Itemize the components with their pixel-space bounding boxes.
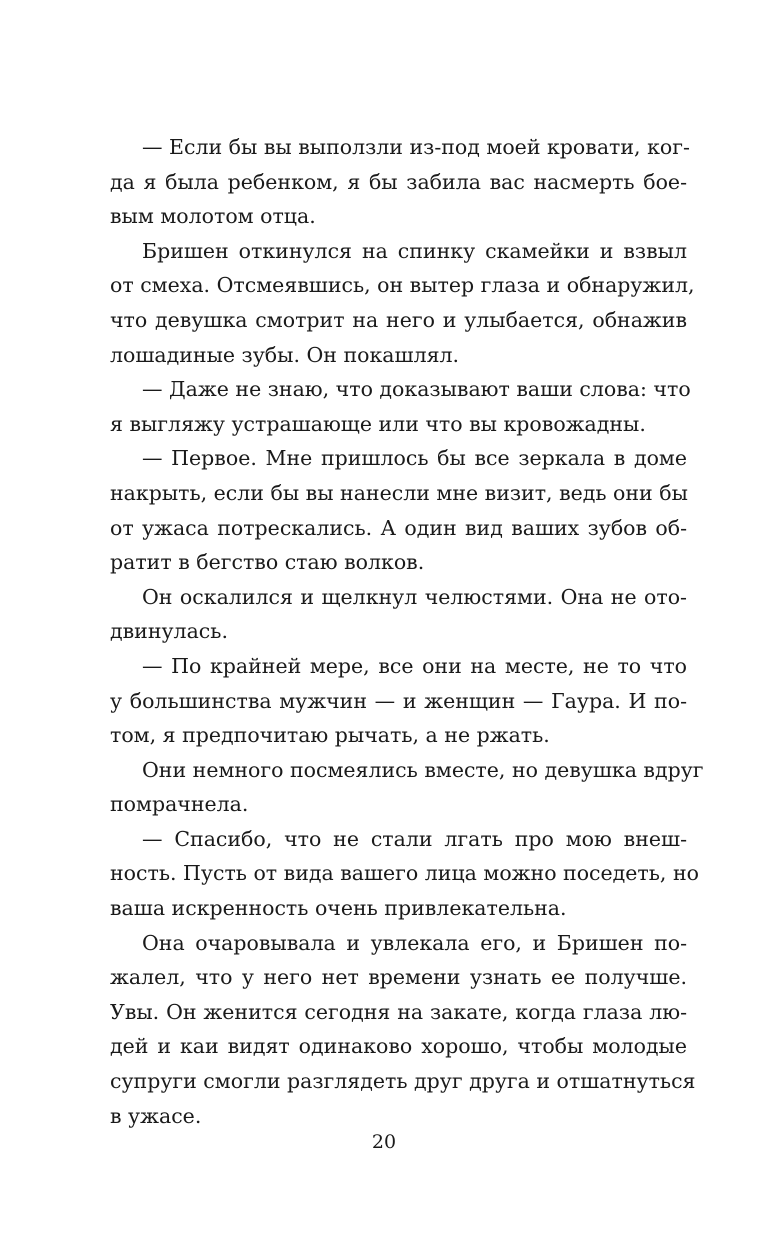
text-line: ратит в бегство стаю волков. xyxy=(110,550,425,575)
page-number: 20 xyxy=(371,1131,397,1153)
text-line: в ужасе. xyxy=(110,1103,202,1128)
body-text xyxy=(110,130,704,1133)
text-line: накрыть, если бы вы нанесли мне визит, ведь они бы xyxy=(110,480,688,505)
text-line: что девушка смотрит на него и улыбается, обнажив xyxy=(110,307,687,332)
text-line: супруги смогли разглядеть друг друга и отшатнуться xyxy=(110,1069,696,1094)
paragraph xyxy=(110,441,687,579)
text-line: я выгляжу устрашающе или что вы кровожадны. xyxy=(110,411,646,436)
text-line: дей и каи видят одинаково хорошо, чтобы молодые xyxy=(110,1034,687,1059)
text-line: да я была ребенком, я бы забила вас насмерть бое- xyxy=(110,169,687,194)
paragraph xyxy=(110,822,699,926)
text-line: Бришен откинулся на спинку скамейки и взвыл xyxy=(142,238,687,263)
paragraph xyxy=(110,580,687,649)
text-line: Она очаровывала и увлекала его, и Бришен по- xyxy=(142,930,687,955)
paragraph xyxy=(110,649,687,753)
text-line: — Первое. Мне пришлось бы все зеркала в доме xyxy=(142,446,687,471)
paragraph xyxy=(110,926,696,1134)
text-line: Увы. Он женится сегодня на закате, когда глаза лю- xyxy=(110,999,687,1024)
text-line: вым молотом отца. xyxy=(110,204,316,229)
text-line: жалел, что у него нет времени узнать ее получше. xyxy=(110,965,687,990)
paragraph xyxy=(110,753,704,822)
text-line: у большинства мужчин — и женщин — Гаура. И по- xyxy=(110,688,687,713)
text-line: от смеха. Отсмеявшись, он вытер глаза и обнаружил, xyxy=(110,273,695,298)
text-line: Он оскалился и щелкнул челюстями. Она не ото- xyxy=(142,584,687,609)
text-line: от ужаса потрескались. А один вид ваших зубов об- xyxy=(110,515,687,540)
text-line: двинулась. xyxy=(110,619,228,644)
text-line: — По крайней мере, все они на месте, не то что xyxy=(142,653,687,678)
text-line: — Спасибо, что не стали лгать про мою внеш- xyxy=(142,826,687,851)
text-line: ность. Пусть от вида вашего лица можно поседеть, но xyxy=(110,861,699,886)
paragraph xyxy=(110,130,690,234)
text-line: — Если бы вы выползли из-под моей кровати, ког- xyxy=(142,135,690,159)
text-line: лошадиные зубы. Он покашлял. xyxy=(110,342,460,367)
text-line: том, я предпочитаю рычать, а не ржать. xyxy=(110,723,550,748)
text-line: Они немного посмеялись вместе, но девушка вдруг xyxy=(142,757,704,782)
paragraph xyxy=(110,372,691,441)
text-line: ваша искренность очень привлекательна. xyxy=(110,896,567,921)
paragraph xyxy=(110,234,695,372)
text-line: — Даже не знаю, что доказывают ваши слова: что xyxy=(142,377,691,402)
text-line: помрачнела. xyxy=(110,792,249,817)
